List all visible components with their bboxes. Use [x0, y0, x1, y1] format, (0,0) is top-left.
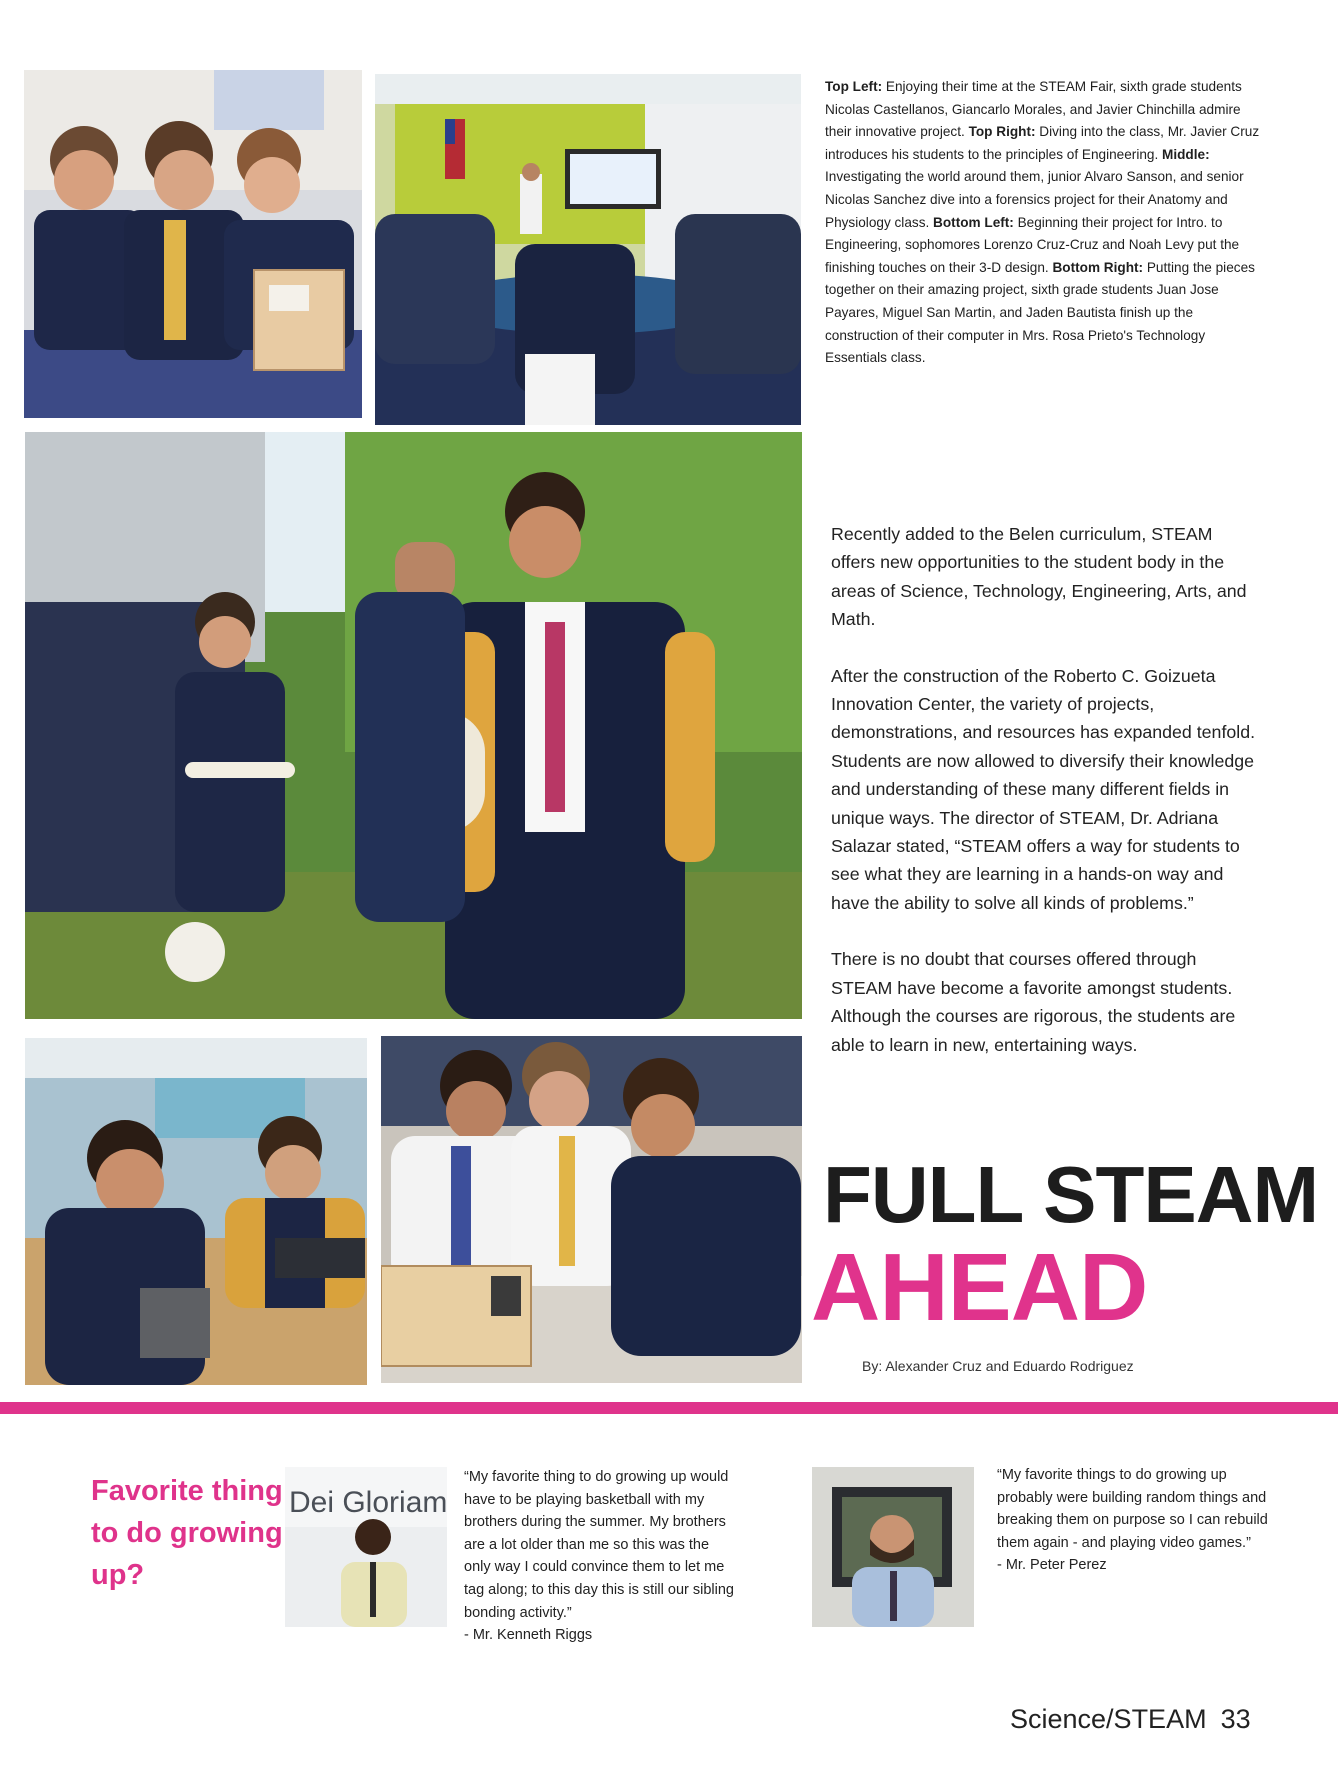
caption-top-right: Top Right: Diving into the class, Mr. Javier Cruz introduces his students to the principles of Engineering. — [825, 124, 1260, 162]
portrait-kenneth-riggs — [285, 1467, 447, 1627]
caption-bottom-left: Bottom Left: Beginning their project for Intro. to Engineering, sophomores Lorenzo Cruz-Cruz and Noah Levy put the finishing touches on their 3-D design. — [825, 214, 1240, 275]
caption-top-left: Top Left: Enjoying their time at the STEAM Fair, sixth grade students Nicolas Castellanos, Giancarlo Morales, and Javier Chinchilla admire their innovative project. — [825, 79, 1242, 140]
photo-top-right — [375, 74, 801, 425]
quote-text: “My favorite thing to do growing up would have to be playing basketball with my brothers during the summer. My brothers are a lot older than me so this was the only way I could convince them to let me tag along; to this day this is still our sibling bonding activity.” — [464, 1469, 734, 1621]
photo-bottom-left — [25, 1038, 367, 1385]
page-footer — [1010, 1704, 1251, 1735]
caption-bottom-right: Bottom Right: Putting the pieces together on their amazing project, sixth grade students Juan Jose Payares, Miguel San Martin, and Jaden Bautista finish up the construction of their computer in Mrs. Rosa Prieto's Technology Essentials class. — [825, 259, 1255, 366]
byline: By: Alexander Cruz and Eduardo Rodriguez — [862, 1358, 1134, 1374]
section-divider — [0, 1402, 1338, 1414]
portrait-peter-perez — [812, 1467, 974, 1627]
photo-middle — [25, 432, 802, 1019]
headline-line-1: FULL STEAM — [823, 1150, 1319, 1239]
quote-author: - Mr. Peter Perez — [997, 1557, 1107, 1574]
quote-kenneth-riggs — [464, 1466, 734, 1647]
quote-author: - Mr. Kenneth Riggs — [464, 1627, 593, 1644]
headline-line-2: AHEAD — [811, 1234, 1148, 1341]
page-number: 33 — [1220, 1704, 1251, 1734]
photo-bottom-right — [381, 1036, 802, 1383]
sidebar-question: Favorite thing to do growing up? — [91, 1475, 283, 1591]
portrait-sign-text: Dei Gloriam — [289, 1486, 447, 1519]
article-paragraph-2: After the construction of the Roberto C. Goizueta Innovation Center, the variety of projects, demonstrations, and resources has expanded tenfold. Students are now allowed to diversify their knowledge and understanding of these many different fields in unique ways. The director of STEAM, Dr. Adriana Salazar stated, “STEAM offers a way for students to see what they are learning in a hands-on way and have the ability to solve all kinds of problems.” — [831, 665, 1256, 913]
caption-middle: Middle: Investigating the world around them, junior Alvaro Sanson, and senior Nicolas Sanchez dive into a forensics project for their Anatomy and Physiology class. — [825, 146, 1244, 230]
article-body — [831, 520, 1261, 1087]
photo-captions — [825, 76, 1265, 370]
article-paragraph-3: There is no doubt that courses offered through STEAM have become a favorite amongst students. Although the courses are rigorous, the students are able to learn in new, entertaining ways. — [831, 949, 1236, 1055]
quote-peter-perez — [997, 1464, 1277, 1577]
article-paragraph-1: Recently added to the Belen curriculum, STEAM offers new opportunities to the student body in the areas of Science, Technology, Engineering, Arts, and Math. — [831, 524, 1247, 630]
photo-top-left — [24, 70, 362, 418]
footer-section: Science/STEAM — [1010, 1704, 1207, 1734]
quote-text: “My favorite things to do growing up probably were building random things and breaking them on purpose so I can rebuild them again - and playing video games.” — [997, 1467, 1268, 1551]
